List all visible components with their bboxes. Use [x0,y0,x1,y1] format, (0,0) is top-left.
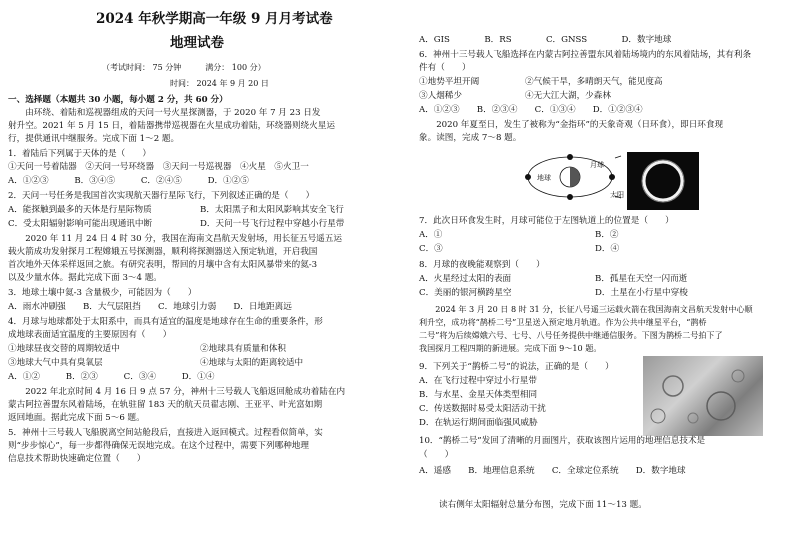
passage-1-line: 由环绕、着陆和巡视器组成的天问一号火星探测器，于 2020 年 7 月 23 日发 [8,108,321,118]
question-10-line: （ ） [419,450,454,460]
question-7: 7．此次日环食发生时，月球可能位于左图轨道上的位置是（ ） [419,216,674,226]
orbit-position-1-moon [567,154,573,160]
question-9: 9．下列关于“鹊桥二号”的说法，正确的是（ ） [419,362,614,372]
passage-3-line: 2022 年北京时间 4 月 16 日 9 点 57 分，神州十三号载人飞船返回舱成功着陆在内 [8,387,346,397]
eclipse-orbit-diagram [515,148,625,206]
passage-1-line: 行，提供通讯中继服务。完成下面 1～2 题。 [8,134,180,144]
question-7-option-d: D．④ [595,244,620,254]
question-3-options: A．雨水冲刷强 B．大气层阻挡 C．地球引力弱 D．日地距离远 [8,302,292,312]
orbit-label-moon: 月球 [590,161,604,169]
question-4-line: 4．月球与地球都处于太阳系中，而具有适宜的温度是地球存在生命的重要条件，形 [8,317,323,327]
question-5-line: 5．神州十三号载人飞船脱离空间站舱段后，直接进入返回模式。过程看似简单，实 [8,428,323,438]
question-2: 2．天问一号任务是我国首次实现航天器行星际飞行，下列叙述正确的是（ ） [8,191,315,201]
orbit-position-3-moon [567,194,573,200]
question-6-item-2: ②气候干旱，多晴朗天气，能见度高 [525,77,663,87]
passage-2-line: 首次地外天体采样返回之旅。有研究表明，帮回的月壤中含有太阳风暴带来的氦-3 [8,260,318,270]
question-6-line: 件有（ ） [419,63,471,73]
question-4-item-2: ②地球具有质量和体积 [200,344,286,354]
question-6-line: 6．神州十三号载人飞船选择在内蒙古阿拉善盟东风着陆场境内的东风着陆场，其有利条 [419,50,752,60]
section-1-heading: 一、选择题（本题共 30 小题，每小题 2 分，共 60 分） [8,95,228,105]
question-9-option-a: A．在飞行过程中穿过小行星带 [419,376,537,386]
question-7-option-c: C．③ [419,244,443,254]
question-4-item-3: ③地球大气中具有臭氧层 [8,358,103,368]
exam-subject: 地理试卷 [170,35,224,51]
exam-time: （考试时间： 75 分钟 满分： 100 分） [102,63,266,72]
question-7-option-a: A．① [419,230,443,240]
question-5-line: 信息技术帮助快速确定位置（ ） [8,454,146,464]
passage-2-line: 载火箭成功发射探月工程嫦娥五号探测器，顺利将探测器送入预定轨道，开启我国 [8,247,318,257]
question-6-item-3: ③人烟稀少 [419,91,462,101]
passage-3-line: 返回地面。据此完成下面 5～6 题。 [8,413,145,423]
question-8-option-b: B．孤星在天空一闪而逝 [595,274,688,284]
question-8-option-d: D．土星在小行星中穿梭 [595,288,688,298]
orbit-label-sun: 太阳 [610,191,624,199]
passage-5-line: 2024 年 3 月 20 日 8 时 31 分，长征八号遥三运载火箭在我国海南文昌航天发射中心顺 [419,304,753,314]
question-9-option-d: D．在轨运行期间面临强风威胁 [419,418,538,428]
question-6-options: A．①②③ B．②③④ C．①③④ D．①②③④ [419,105,643,115]
question-4-item-4: ④地球与太阳的距离较适中 [200,358,304,368]
exam-title: 2024 年秋学期高一年级 9 月月考试卷 [96,11,333,27]
orbit-label-earth: 地球 [537,174,551,182]
exam-date: 时间： 2024 年 9 月 20 日 [170,79,269,88]
passage-3-line: 蒙古阿拉善盟东风着陆场，在轨驻留 183 天的航天员翟志刚、王亚平、叶光富如期 [8,400,323,410]
question-4-item-1: ①地球昼夜交替的周期较适中 [8,344,120,354]
passage-1-line: 射升空。2021 年 5 月 15 日，着陆器携带巡视器在火星成功着陆，环绕器则绕火星运 [8,121,335,131]
annular-eclipse-photo [627,152,699,210]
passage-5-line: 二号”将为后续嫦娥六号、七号、八号任务提供中继通信服务。下图为鹊桥二号拍下了 [419,330,723,340]
question-8: 8．月球的夜晚能观察到（ ） [419,260,545,270]
passage-4-line: 2020 年夏至日，发生了被称为“金指环”的天象奇观（日环食），即日环食现 [419,120,724,130]
question-10-line: 10．“鹊桥二号”发回了清晰的月面图片，获取该图片运用的地理信息技术是 [419,436,706,446]
question-2-option-b: B．太阳黑子和太阳风影响其安全飞行 [200,205,344,215]
question-5-options: A．GIS B．RS C．GNSS D．数字地球 [419,35,672,45]
question-3: 3．地球土壤中氦-3 含量极少，可能因为（ ） [8,288,197,298]
question-1: 1．着陆后下列属于天体的是（ ） [8,149,151,159]
passage-5-line: 我国探月工程四期的新进展。完成下面 9～10 题。 [419,343,602,353]
question-9-option-b: B．与水星、金星天体类型相同 [419,390,538,400]
question-5-line: 则“步步惊心”，每一步都得确保无误地完成。在这个过程中，需要下列哪种地理 [8,441,309,451]
question-6-item-4: ④无大江大湖，少森林 [525,91,611,101]
passage-4-line: 象。读图，完成 7～8 题。 [419,133,522,143]
question-2-option-d: D．天问一号飞行过程中穿越小行星带 [200,219,345,229]
question-1-items: ①天问一号着陆器 ②天问一号环绕器 ③天问一号巡视器 ④火星 ⑤火卫一 [8,162,309,172]
passage-6: 读右侧年太阳辐射总量分布图，完成下面 11～13 题。 [439,500,647,510]
question-2-option-c: C．受太阳辐射影响可能出现通讯中断 [8,219,153,229]
passage-2-line: 2020 年 11 月 24 日 4 时 30 分，我国在海南文昌航天发射场，用长征五号遥五运 [8,234,342,244]
question-4-line: 成地球表面适宜温度的主要原因有（ ） [8,330,172,340]
question-8-option-a: A．火星经过太阳的表面 [419,274,512,284]
question-4-options: A．①② B．②③ C．③④ D．①④ [8,372,215,382]
passage-2-line: 以及少量水体。据此完成下面 3～4 题。 [8,273,162,283]
question-6-item-1: ①地势平坦开阔 [419,77,480,87]
question-9-option-c: C．传送数据时易受太阳活动干扰 [419,404,546,414]
passage-5-line: 利升空，成功将“鹊桥二号”卫星送入预定地月轨道。作为公共中继星平台，“鹊桥 [419,317,707,327]
question-8-option-c: C．美丽的银河横跨星空 [419,288,512,298]
question-1-options: A．①②③ B．③④⑤ C．②④⑤ D．①②⑤ [8,176,249,186]
question-10-options: A．遥感 B．地理信息系统 C．全球定位系统 D．数字地球 [419,466,686,476]
question-2-option-a: A．能探触到最多的天体是行星际物质 [8,205,152,215]
orbit-position-2-moon [609,174,615,180]
question-7-option-b: B．② [595,230,619,240]
orbit-position-4-moon [525,174,531,180]
lunar-surface-photo [643,356,763,436]
